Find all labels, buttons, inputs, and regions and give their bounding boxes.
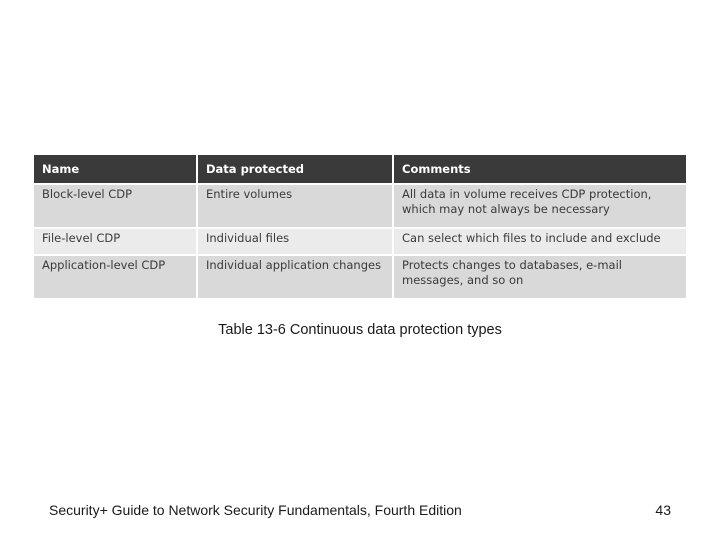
header-data-protected: Data protected [198, 155, 394, 183]
cell-name: Application-level CDP [34, 254, 198, 298]
cell-data-protected: Individual application changes [198, 254, 394, 298]
table-header-row [34, 155, 686, 183]
cell-comments: All data in volume receives CDP protection, which may not always be necessary [394, 183, 686, 227]
cdp-types-table [34, 155, 686, 298]
header-comments: Comments [394, 155, 686, 183]
cell-comments: Protects changes to databases, e-mail messages, and so on [394, 254, 686, 298]
cell-data-protected: Individual files [198, 227, 394, 254]
cell-data-protected: Entire volumes [198, 183, 394, 227]
table-row [34, 227, 686, 254]
cell-name: File-level CDP [34, 227, 198, 254]
cell-name: Block-level CDP [34, 183, 198, 227]
page-number: 43 [655, 502, 671, 518]
cell-comments: Can select which files to include and exclude [394, 227, 686, 254]
header-name: Name [34, 155, 198, 183]
table-row [34, 254, 686, 298]
table-caption: Table 13-6 Continuous data protection types [218, 322, 502, 338]
table-row [34, 183, 686, 227]
footer-source: Security+ Guide to Network Security Fundamentals, Fourth Edition [49, 502, 462, 518]
